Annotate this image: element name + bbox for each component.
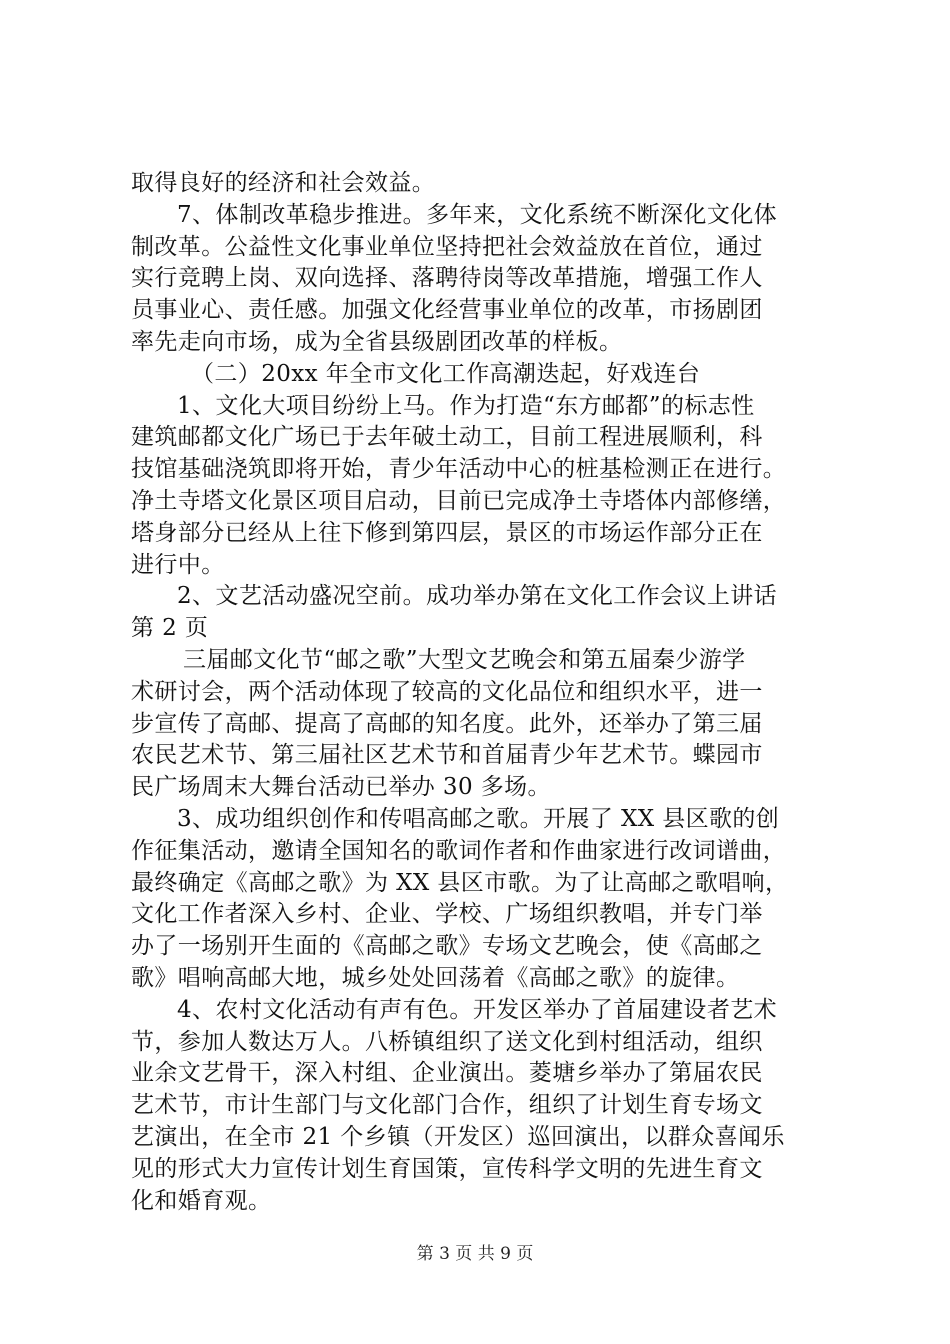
document-body [131,168,833,1217]
text-line: 艺演出，在全市 21 个乡镇（开发区）巡回演出，以群众喜闻乐 [131,1123,785,1150]
text-line: 办了一场别开生面的《高邮之歌》专场文艺晚会，使《高邮之 [131,933,763,960]
text-line: 文化工作者深入乡村、企业、学校、广场组织教唱，并专门举 [131,901,763,928]
text-line: 净土寺塔文化景区项目启动，目前已完成净土寺塔体内部修缮， [131,487,787,514]
text-line: 化和婚育观。 [131,1187,272,1214]
text-line: 1、文化大项目纷纷上马。作为打造“东方邮都”的标志性 [177,392,755,419]
text-line: 取得良好的经济和社会效益。 [131,170,436,196]
text-line: 见的形式大力宣传计划生育国策，宣传科学文明的先进生育文 [131,1155,763,1182]
text-line: 术研讨会，两个活动体现了较高的文化品位和组织水平，进一 [131,678,763,705]
text-line: 建筑邮都文化广场已于去年破土动工，目前工程进展顺利，科 [131,424,763,451]
page-footer: 第 3 页 共 9 页 [416,1244,534,1264]
text-line: 4、农村文化活动有声有色。开发区举办了首届建设者艺术 [177,996,778,1023]
section-heading: （二）20xx 年全市文化工作高潮迭起，好戏连台 [191,360,701,387]
inline-page-marker: 第 2 页 [131,615,209,642]
text-line: 率先走向市场，成为全省县级剧团改革的样板。 [131,328,623,355]
text-line: 作征集活动，邀请全国知名的歌词作者和作曲家进行改词谱曲， [131,837,787,864]
text-line: 塔身部分已经从上往下修到第四层，景区的市场运作部分正在 [131,519,763,546]
text-line: 实行竞聘上岗、双向选择、落聘待岗等改革措施，增强工作人 [131,265,763,292]
text-line: 进行中。 [131,551,225,578]
text-line: 民广场周末大舞台活动已举办 30 多场。 [131,774,551,801]
text-line: 制改革。公益性文化事业单位坚持把社会效益放在首位，通过 [131,233,763,260]
text-line: 三届邮文化节“邮之歌”大型文艺晚会和第五届秦少游学 [183,646,746,673]
text-line: 节，参加人数达万人。八桥镇组织了送文化到村组活动，组织 [131,1028,763,1055]
text-line: 农民艺术节、第三届社区艺术节和首届青少年艺术节。蝶园市 [131,742,763,769]
text-line: 3、成功组织创作和传唱高邮之歌。开展了 XX 县区歌的创 [177,805,780,832]
text-line: 业余文艺骨干，深入村组、企业演出。菱塘乡举办了第届农民 [131,1060,763,1087]
text-line: 2、文艺活动盛况空前。成功举办第在文化工作会议上讲话 [177,583,778,610]
text-line: 最终确定《高邮之歌》为 XX 县区市歌。为了让高邮之歌唱响， [131,869,789,896]
text-line: 技馆基础浇筑即将开始，青少年活动中心的桩基检测正在进行。 [131,456,787,483]
text-line: 歌》唱响高邮大地，城乡处处回荡着《高邮之歌》的旋律。 [131,964,740,991]
text-line: 7、体制改革稳步推进。多年来，文化系统不断深化文化体 [177,201,778,228]
text-line: 步宣传了高邮、提高了高邮的知名度。此外，还举办了第三届 [131,710,763,737]
text-line: 员事业心、责任感。加强文化经营事业单位的改革，市扬剧团 [131,297,763,324]
text-line: 艺术节，市计生部门与文化部门合作，组织了计划生育专场文 [131,1092,763,1119]
